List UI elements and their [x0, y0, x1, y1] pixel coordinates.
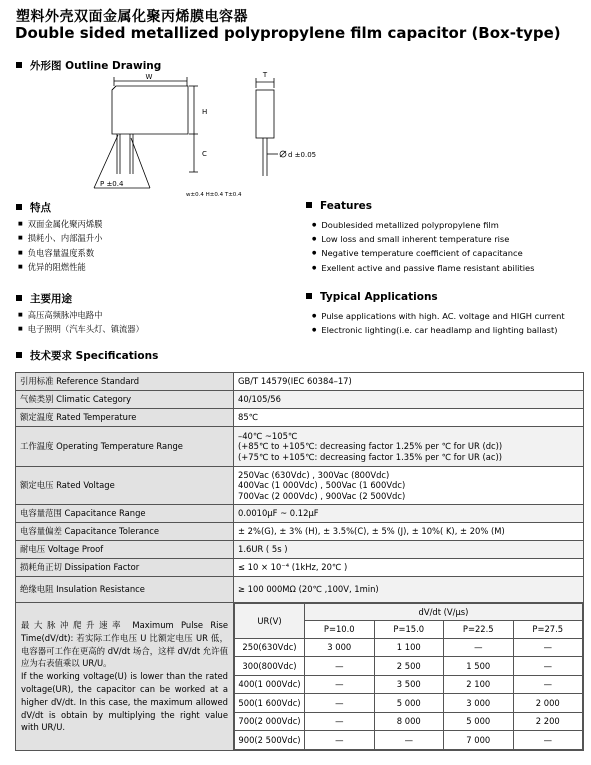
capacitor-body-front — [112, 86, 188, 134]
op-temp-line: (+75℃ to +105℃: decreasing factor 1.35% per ℃ for UR (ac)) — [238, 451, 503, 462]
table-row — [16, 409, 584, 427]
climatic-label: 气候类别 Climatic Category — [16, 391, 234, 409]
list-item: ● Doublesided metallized polypropylene film — [312, 218, 534, 232]
table-row — [16, 505, 584, 523]
specs-heading-text: 技术要求 Specifications — [30, 350, 159, 362]
pulse-rise-description — [16, 603, 234, 751]
voltage-line: 400Vac (1 000Vdc) , 500Vac (1 600Vdc) — [238, 480, 406, 491]
ur-cell: 300(800Vdc) — [235, 657, 305, 676]
square-bullet-icon — [306, 293, 312, 299]
table-row — [235, 712, 583, 731]
table-row — [16, 467, 584, 505]
ref-standard-value: GB/T 14579(IEC 60384–17) — [234, 373, 584, 391]
apps-cn-heading-text: 主要用途 — [30, 293, 72, 305]
list-item: ■ 损耗小、内部温升小 — [18, 231, 102, 245]
voltage-proof-label: 耐电压 Voltage Proof — [16, 541, 234, 559]
dvdt-cell: — — [305, 675, 375, 694]
square-bullet-icon — [16, 62, 22, 68]
table-row — [235, 694, 583, 713]
cap-range-label: 电容量范围 Capacitance Range — [16, 505, 234, 523]
ref-standard-label: 引用标准 Reference Standard — [16, 373, 234, 391]
table-row — [235, 675, 583, 694]
insulation-value: ≥ 100 000MΩ (20℃ ,100V, 1min) — [234, 577, 584, 603]
dvdt-cell: 8 000 — [374, 712, 444, 731]
dvdt-cell: 2 100 — [444, 675, 514, 694]
climatic-value: 40/105/56 — [234, 391, 584, 409]
dvdt-cell: 3 000 — [305, 638, 375, 657]
dvdt-cell: 1 500 — [444, 657, 514, 676]
table-row — [16, 559, 584, 577]
apps-en-heading-text: Typical Applications — [320, 291, 438, 303]
rated-temp-label: 额定温度 Rated Temperature — [16, 409, 234, 427]
dvdt-cell: — — [444, 638, 514, 657]
dvdt-cell: 3 000 — [444, 694, 514, 713]
table-row — [235, 638, 583, 657]
col-header-dvdt: dV/dt (V/μs) — [305, 604, 583, 621]
dim-t-label: T — [262, 71, 268, 79]
dim-d-label: d ±0.05 — [288, 151, 317, 159]
op-temp-label: 工作温度 Operating Temperature Range — [16, 427, 234, 467]
features-cn-list — [18, 217, 102, 275]
ur-cell: 500(1 600Vdc) — [235, 694, 305, 713]
dissipation-label: 损耗角正切 Dissipation Factor — [16, 559, 234, 577]
specs-table — [15, 372, 584, 751]
voltage-proof-value: 1.6UR ( 5s ) — [234, 541, 584, 559]
cap-range-value: 0.0010μF ~ 0.12μF — [234, 505, 584, 523]
col-header-pitch: P=27.5 — [513, 621, 583, 638]
table-row — [16, 427, 584, 467]
table-row — [235, 657, 583, 676]
pulse-rise-table — [234, 603, 583, 750]
op-temp-line: –40℃ ~105℃ — [238, 430, 298, 441]
table-row — [16, 523, 584, 541]
dvdt-cell: — — [513, 675, 583, 694]
features-en-list — [312, 218, 534, 275]
voltage-line: 700Vac (2 000Vdc) , 900Vac (2 500Vdc) — [238, 490, 406, 501]
apps-en-list — [312, 309, 565, 337]
cap-tolerance-label: 电容量偏差 Capacitance Tolerance — [16, 523, 234, 541]
rated-voltage-label: 额定电压 Rated Voltage — [16, 467, 234, 505]
dvdt-cell: 5 000 — [374, 694, 444, 713]
tolerances-label: w±0.4 H±0.4 T±0.4 — [186, 192, 242, 198]
features-en-heading — [306, 200, 372, 212]
dvdt-cell: — — [305, 731, 375, 750]
apps-cn-list — [18, 308, 144, 337]
dvdt-cell: — — [305, 694, 375, 713]
col-header-pitch: P=10.0 — [305, 621, 375, 638]
square-bullet-icon — [306, 202, 312, 208]
list-item: ■ 优异的阻燃性能 — [18, 260, 102, 274]
pulse-rise-text-cn: 最大脉冲爬升速率 Maximum Pulse Rise Time(dV/dt): 若实际工作电压 U 比额定电压 UR 低，电容器可工作在更高的 dV/dt 场合，这样 dV/dt 允许值应为右表值乘以 UR/U。 — [21, 620, 228, 669]
list-item: ● Exellent active and passive flame resistant abilities — [312, 261, 534, 275]
dim-c-label: C — [202, 150, 207, 158]
op-temp-line: (+85℃ to +105℃: decreasing factor 1.25% per ℃ for UR (dc)) — [238, 441, 503, 452]
dissipation-value: ≤ 10 × 10⁻⁴ (1kHz, 20℃ ) — [234, 559, 584, 577]
table-row — [16, 391, 584, 409]
square-bullet-icon — [16, 352, 22, 358]
ur-cell: 250(630Vdc) — [235, 638, 305, 657]
outline-heading-text: 外形图 Outline Drawing — [30, 60, 162, 72]
features-en-heading-text: Features — [320, 200, 372, 212]
list-item: ● Low loss and small inherent temperature rise — [312, 232, 534, 246]
table-row — [16, 577, 584, 603]
pulse-rise-text-en: If the working voltage(U) is lower than the rated voltage(UR), the capacitor can be worked at a higher dV/dt. In this case, the maximum allowed dV/dt is obtain by multiplying the right value with UR/U. — [21, 671, 228, 733]
insulation-label: 绝缘电阻 Insulation Resistance — [16, 577, 234, 603]
specs-heading — [16, 348, 158, 363]
dvdt-cell: 2 000 — [513, 694, 583, 713]
dvdt-cell: — — [513, 638, 583, 657]
apps-cn-heading — [16, 291, 72, 306]
col-header-pitch: P=15.0 — [374, 621, 444, 638]
dvdt-cell: 5 000 — [444, 712, 514, 731]
page-title-en: Double sided metallized polypropylene film capacitor (Box-type) — [15, 24, 561, 42]
list-item: ■ 双面金属化聚丙烯膜 — [18, 217, 102, 231]
dvdt-cell: — — [513, 731, 583, 750]
table-row — [16, 603, 584, 751]
features-cn-heading — [16, 200, 51, 215]
list-item: ■ 高压高频脉冲电路中 — [18, 308, 144, 322]
dim-w-label: W — [145, 73, 153, 81]
rated-voltage-value — [234, 467, 584, 505]
outline-drawing — [90, 68, 340, 200]
list-item: ● Pulse applications with high. AC. voltage and HIGH current — [312, 309, 565, 323]
table-row — [16, 373, 584, 391]
dvdt-cell: — — [374, 731, 444, 750]
dvdt-cell: — — [305, 657, 375, 676]
list-item: ■ 电子照明（汽车头灯、镇流器） — [18, 322, 144, 336]
pulse-rise-table-cell — [234, 603, 584, 751]
ur-cell: 900(2 500Vdc) — [235, 731, 305, 750]
dim-p-label: P ±0.4 — [100, 180, 124, 188]
square-bullet-icon — [16, 204, 22, 210]
list-item: ■ 负电容量温度系数 — [18, 246, 102, 260]
voltage-line: 250Vac (630Vdc) , 300Vac (800Vdc) — [238, 469, 390, 480]
list-item: ● Electronic lighting(i.e. car headlamp and lighting ballast) — [312, 323, 565, 337]
apps-en-heading — [306, 291, 438, 303]
cap-tolerance-value: ± 2%(G), ± 3% (H), ± 3.5%(C), ± 5% (J), ± 10%( K), ± 20% (M) — [234, 523, 584, 541]
dvdt-cell: 1 100 — [374, 638, 444, 657]
op-temp-value — [234, 427, 584, 467]
col-header-ur: UR(V) — [235, 604, 305, 639]
dvdt-cell: 7 000 — [444, 731, 514, 750]
dvdt-cell: 3 500 — [374, 675, 444, 694]
table-row — [16, 541, 584, 559]
rated-temp-value: 85℃ — [234, 409, 584, 427]
list-item: ● Negative temperature coefficient of capacitance — [312, 246, 534, 260]
dvdt-cell: — — [513, 657, 583, 676]
dim-h-label: H — [202, 108, 208, 116]
dvdt-cell: — — [305, 712, 375, 731]
ur-cell: 700(2 000Vdc) — [235, 712, 305, 731]
table-row — [235, 604, 583, 621]
dvdt-cell: 2 200 — [513, 712, 583, 731]
table-row — [235, 731, 583, 750]
col-header-pitch: P=22.5 — [444, 621, 514, 638]
dvdt-cell: 2 500 — [374, 657, 444, 676]
page-title-cn: 塑料外壳双面金属化聚丙烯膜电容器 — [16, 9, 248, 25]
square-bullet-icon — [16, 295, 22, 301]
ur-cell: 400(1 000Vdc) — [235, 675, 305, 694]
features-cn-heading-text: 特点 — [30, 202, 51, 214]
